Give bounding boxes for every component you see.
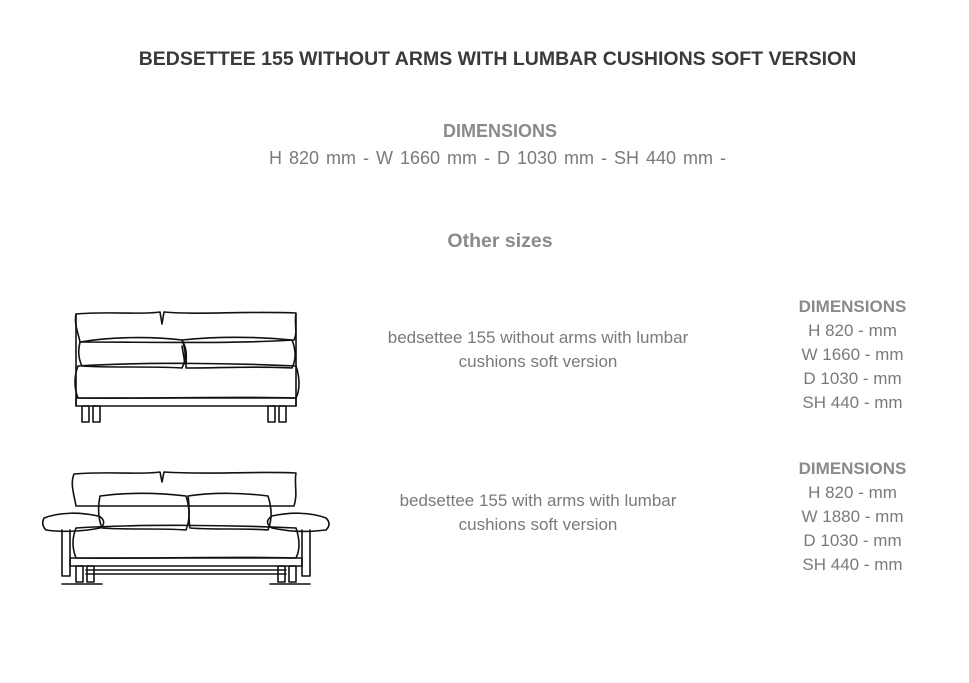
variant-dimensions-with-arms	[785, 457, 920, 577]
variant-name-line: cushions soft version	[458, 352, 618, 371]
variant-name-line: bedsettee 155 with arms with lumbar	[399, 491, 677, 510]
width-value: W 1660 - mm	[801, 345, 904, 364]
page-title: BEDSETTEE 155 WITHOUT ARMS WITH LUMBAR CUSHIONS SOFT VERSION	[138, 48, 857, 70]
sofa-with-arms-drawing	[40, 466, 332, 590]
depth-value: D 1030 - mm	[803, 531, 902, 550]
width-value: W 1880 - mm	[801, 507, 904, 526]
height-value: H 820 - mm	[808, 321, 897, 340]
variant-name-with-arms	[368, 489, 708, 537]
other-sizes-heading: Other sizes	[447, 230, 553, 252]
depth-value: D 1030 - mm	[803, 369, 902, 388]
variant-name-line: bedsettee 155 without arms with lumbar	[387, 328, 689, 347]
dimensions-heading: DIMENSIONS	[798, 297, 907, 316]
dimensions-heading: DIMENSIONS	[798, 459, 907, 478]
dimensions-heading: DIMENSIONS	[442, 121, 557, 141]
seat-height-value: SH 440 - mm	[802, 555, 903, 574]
seat-height-value: SH 440 - mm	[802, 393, 903, 412]
variant-name-line: cushions soft version	[458, 515, 618, 534]
variant-name-without-arms	[368, 326, 708, 374]
variant-dimensions-without-arms	[785, 295, 920, 415]
dimensions-line: H 820 mm - W 1660 mm - D 1030 mm - SH 440 mm -	[268, 148, 727, 168]
sofa-without-arms-drawing	[70, 306, 306, 426]
height-value: H 820 - mm	[808, 483, 897, 502]
